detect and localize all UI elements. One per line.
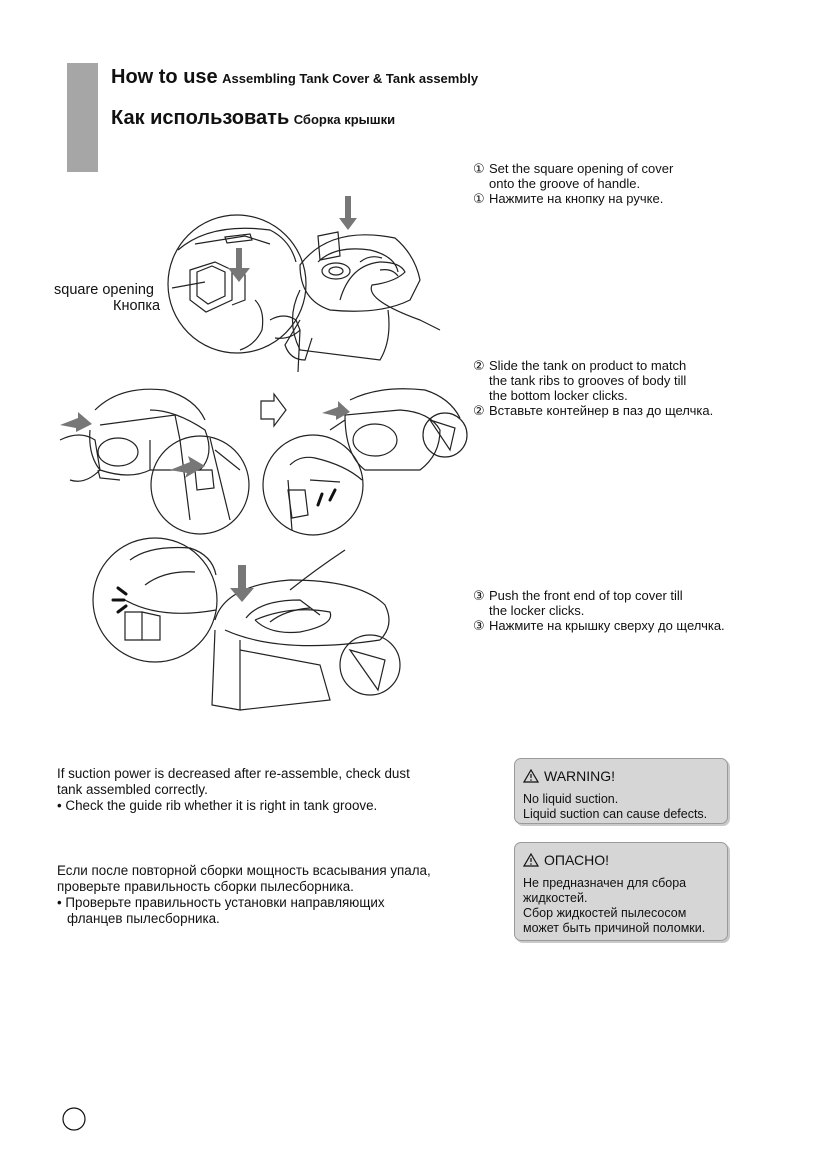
step-1-en-line1: Set the square opening of cover [489,161,674,176]
title-ru-main: Как использовать [111,107,290,129]
label-button-ru: Кнопка [113,298,161,314]
warning-en-header [515,759,727,787]
zoom-down-arrow-icon [228,248,250,282]
warning-ru-line2: жидкостей. [523,891,588,905]
slide-right-arrow-icon-1 [60,412,92,432]
note-ru-line4: фланцев пылесборника. [67,911,220,926]
note-ru [57,863,431,927]
warning-box-ru [514,842,728,941]
step-2-en-line1: Slide the tank on product to match [489,358,687,373]
step-2-ru: Вставьте контейнер в паз до щелчка. [489,403,714,418]
zoom-1-detail [178,228,300,350]
step-3-ru: Нажмите на крышку сверху до щелчка. [489,618,725,633]
step-2-en-line3: the bottom locker clicks. [489,388,628,403]
warning-triangle-icon [523,769,539,783]
page-number-circle [63,1108,85,1130]
step-2-number-ru: ② [473,403,485,418]
push-down-arrow-icon [339,196,357,230]
note-ru-line2: проверьте правильность сборки пылесборника. [57,879,354,894]
zoom-slide-arrow-icon [170,456,205,478]
step-3-number-ru: ③ [473,618,485,633]
warning-ru-line1: Не предназначен для сбора [523,876,687,890]
warning-box-en [514,758,728,824]
warning-ru-line4: может быть причиной поломки. [523,921,706,935]
title-en-sub: Assembling Tank Cover & Tank assembly [222,71,479,86]
press-down-arrow-icon [230,565,254,602]
click-mark-5 [318,494,322,505]
note-en-line3: • Check the guide rib whether it is right in tank groove. [57,798,378,813]
step-2 [473,358,713,418]
note-ru-line1: Если после повторной сборки мощность всасывания упала, [57,863,431,878]
callout-line [172,282,205,288]
click-mark-3 [118,606,126,612]
note-en-line1: If suction power is decreased after re-assemble, check dust [57,766,410,781]
warning-ru-header [515,843,727,871]
warning-ru-title: ОПАСНО! [544,852,609,868]
next-arrow-icon [261,394,286,426]
title-en-main: How to use [111,66,218,88]
click-mark-1 [118,588,126,594]
warning-triangle-icon [523,853,539,867]
step-3-number: ③ [473,588,485,603]
step-1-en-line2: onto the groove of handle. [489,176,641,191]
warning-en-body [515,787,727,826]
step-3 [473,588,725,633]
step-3-en-line1: Push the front end of top cover till [489,588,683,603]
step-2-number: ② [473,358,485,373]
zoom-circle-3 [263,435,363,535]
title-ru-sub: Сборка крышки [293,112,396,127]
slide-right-arrow-icon-2 [322,401,350,420]
warning-en-line1: No liquid suction. [523,792,619,806]
label-square-opening: square opening [54,282,154,298]
step-2-en-line2: the tank ribs to grooves of body till [489,373,687,388]
warning-en-title: WARNING! [544,768,616,784]
step-3-en-line2: the locker clicks. [489,603,585,618]
warning-en-line2: Liquid suction can cause defects. [523,807,708,821]
step-1-number: ① [473,161,485,176]
zoom-circle-2 [151,436,249,534]
note-en-line2: tank assembled correctly. [57,782,208,797]
note-en [57,766,410,814]
step-1-number-ru: ① [473,191,485,206]
figure-2-right-vacuum [330,389,467,470]
warning-ru-body [515,871,727,940]
step-1-ru: Нажмите на кнопку на ручке. [489,191,664,206]
figure-1-cover-handle [285,232,440,372]
note-ru-line3: • Проверьте правильность установки направляющих [57,895,385,910]
warning-ru-line3: Сбор жидкостей пылесосом [523,906,687,920]
zoom-3-detail [288,457,362,530]
zoom-4-detail [125,548,216,641]
zoom-2-detail [180,438,240,520]
step-1 [473,161,673,206]
click-mark-4 [330,490,335,500]
